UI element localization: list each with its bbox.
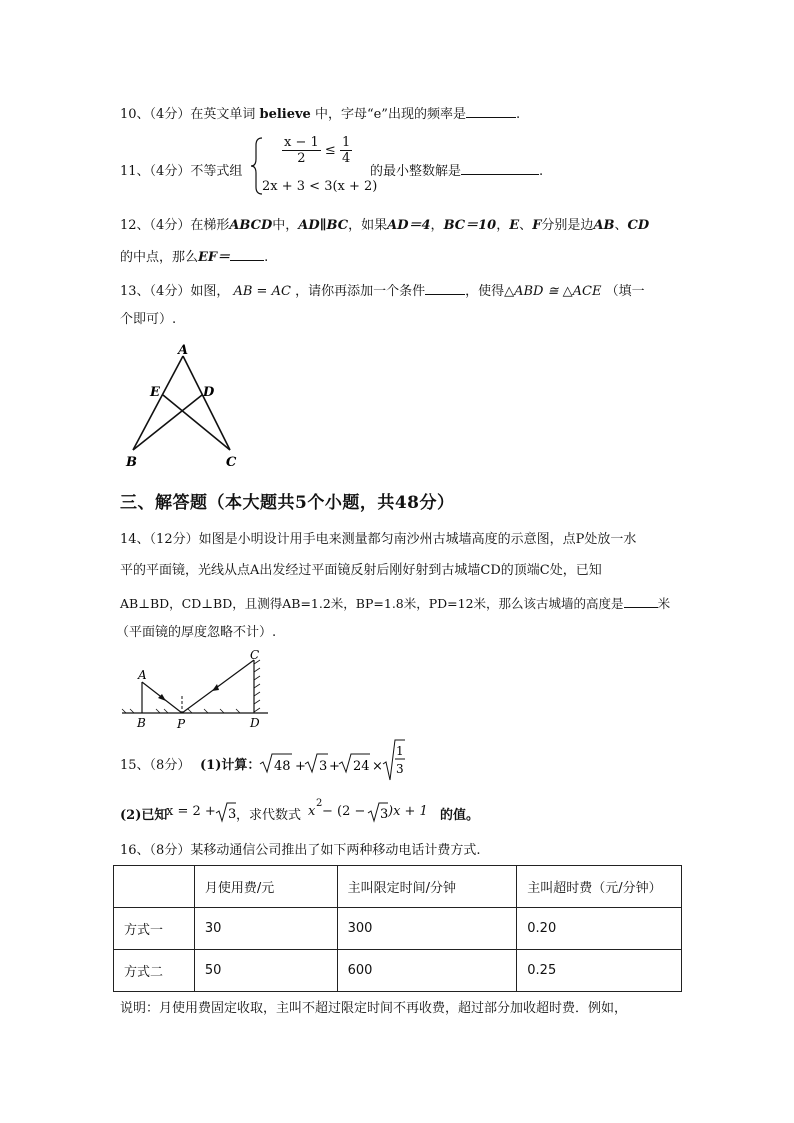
q13-label-B: B: [126, 455, 137, 470]
q15-part2-text: ，求代数式: [236, 808, 302, 823]
q11-number: 11、: [120, 164, 150, 179]
q12-text-d: 分别是边: [541, 218, 594, 233]
table-row: [114, 908, 682, 950]
q11-ineq1-rnum: 1: [341, 135, 351, 150]
q10-text-a: 在英文单词: [190, 107, 256, 122]
q14-line1: 如图是小明设计用手电来测量都匀南沙州古城墙高度的示意图，点P处放一水: [198, 532, 637, 547]
q14-ray-PC: [182, 660, 254, 713]
q15-frac-num: 1: [396, 744, 404, 758]
table-cell: 300: [337, 908, 517, 950]
q16-text: 某移动通信公司推出了如下两种移动电话计费方式.: [190, 843, 481, 858]
question-10: [120, 104, 520, 124]
q14-score: （12分）: [149, 532, 199, 547]
q15-expr-b: − (2 −: [322, 804, 366, 819]
q12-sep1: ，: [430, 218, 444, 233]
q15-score: （8分）: [149, 758, 191, 773]
q12-ef: EF＝: [198, 250, 231, 265]
q13-score: （4分）: [149, 284, 191, 299]
table-header-cell: 主叫超时费（元/分钟）: [517, 866, 682, 908]
q13-label-C: C: [226, 455, 237, 470]
q10-number: 10、: [120, 107, 150, 122]
question-14-line4: （平面镜的厚度忽略不计）.: [116, 625, 277, 640]
q11-prefix: [120, 160, 242, 179]
q11-end: .: [539, 164, 544, 179]
q13-text-b: ，请你再添加一个条件: [295, 284, 426, 299]
q12-sep2: ，: [496, 218, 510, 233]
q10-end: .: [515, 107, 521, 122]
q15-plus1: +: [295, 759, 306, 774]
table-cell: 方式一: [114, 908, 195, 950]
q15-times: ×: [372, 759, 383, 774]
q15-expr-r: 3: [380, 807, 389, 822]
q11-suffix: [370, 160, 543, 179]
table-cell: 0.20: [517, 908, 682, 950]
q15-expr-sup: 2: [316, 798, 323, 809]
q15-expr-sqrt: [367, 800, 389, 824]
fee-table: [113, 865, 682, 992]
q13-label-D: D: [203, 385, 215, 400]
q16-note: 说明：月使用费固定收取，主叫不超过限定时间不再收费，超过部分加收超时费．例如，: [120, 1001, 628, 1016]
q13-label-E: E: [150, 385, 160, 400]
q12-cond2: AD＝4: [387, 218, 431, 233]
q14-label-A: A: [138, 668, 147, 682]
q11-ineq1-num: x − 1: [284, 135, 319, 150]
q14-number: 14、: [120, 532, 150, 547]
q15-expression: [258, 742, 388, 782]
q14-line3-b: 米: [657, 596, 671, 611]
table-cell: 方式二: [114, 950, 195, 992]
q10-answer-blank[interactable]: [466, 104, 516, 118]
table-header-row: [114, 866, 682, 908]
q11-score: （4分）: [149, 164, 191, 179]
q10-text-b: 中，字母“e”出现的频率是: [314, 107, 466, 122]
q15-part1-label: (1)计算：: [200, 758, 261, 773]
table-header-cell: [114, 866, 195, 908]
table-header-cell: 月使用费/元: [194, 866, 337, 908]
q15-prefix: [120, 754, 190, 773]
q14-label-P: P: [177, 717, 186, 730]
q14-wall-hatching: [254, 660, 260, 712]
q12-score: （4分）: [149, 218, 191, 233]
q12-cond7: CD: [627, 218, 650, 233]
q12-answer-blank[interactable]: [230, 247, 264, 261]
q15-r24: 24: [353, 759, 370, 774]
question-13-line1: [120, 281, 645, 301]
q12-text-a: 在梯形: [190, 218, 230, 233]
q15-expr-a: x: [308, 804, 316, 819]
q12-cond3: BC＝10: [443, 218, 497, 233]
q13-text-d: （填一: [605, 284, 645, 299]
q12-sep4: 、: [614, 218, 628, 233]
q15-expr-c: )x + 1: [388, 804, 428, 819]
q10-word: believe: [259, 107, 311, 122]
question-14-line1: [120, 531, 636, 549]
question-11: [120, 135, 680, 197]
table-cell: 50: [194, 950, 337, 992]
q13-number: 13、: [120, 284, 150, 299]
question-12-line2: [120, 247, 268, 267]
q15-r48: 48: [274, 759, 291, 774]
q12-abcd: ABCD: [229, 218, 273, 233]
question-15-part2: [120, 800, 540, 824]
question-14-line3: [120, 594, 670, 613]
table-cell: 30: [194, 908, 337, 950]
q13-cond: AB = AC: [233, 284, 291, 299]
q15-part2-end: 的值。: [440, 808, 480, 823]
question-16: [120, 842, 480, 860]
q13-text-c: ，使得: [465, 284, 505, 299]
q12-cond1: AD∥BC: [298, 218, 349, 233]
q15-r3: 3: [319, 759, 328, 774]
q15-number: 15、: [120, 758, 150, 773]
q14-label-B: B: [137, 716, 146, 730]
question-12-line1: [120, 217, 649, 235]
q13-answer-blank[interactable]: [425, 281, 465, 295]
q14-label-C: C: [250, 648, 260, 662]
q12-cond4: E: [509, 218, 520, 233]
q12-end: .: [264, 250, 269, 265]
q14-answer-blank[interactable]: [624, 594, 658, 608]
q13-text-a: 如图，: [190, 284, 230, 299]
q12-sep3: 、: [519, 218, 533, 233]
question-15-part1: [120, 742, 520, 782]
question-14-line2: 平的平面镜，光线从点A出发经过平面镜反射后刚好射到古城墙CD的顶端C处，已知: [120, 563, 602, 578]
q14-figure: [120, 648, 270, 730]
table-row: [114, 950, 682, 992]
q16-number: 16、: [120, 843, 150, 858]
q13-line-BD: [133, 395, 202, 450]
q11-ineq1-den: 2: [297, 151, 306, 166]
q11-answer-blank[interactable]: [461, 161, 539, 175]
table-cell: 600: [337, 950, 517, 992]
q14-arrow-2: [212, 684, 219, 691]
q11-ineq2: 2x + 3 < 3(x + 2): [262, 179, 378, 194]
q16-score: （8分）: [149, 843, 191, 858]
q11-ineq1-op: ≤: [324, 143, 336, 158]
q12-line2-a: 的中点，那么: [120, 250, 199, 265]
q11-text-b: 的最小整数解是: [370, 164, 462, 179]
q15-plus2: +: [329, 759, 340, 774]
q15-part2-label: (2)已知: [120, 808, 168, 823]
q15-frac-den: 3: [396, 762, 404, 776]
q13-label-A: A: [178, 343, 189, 358]
q11-text-a: 不等式组: [190, 164, 243, 179]
q13-cong: △ABD ≅ △ACE: [504, 284, 602, 299]
q12-text-b: 中，: [272, 218, 299, 233]
q10-score: （4分）: [149, 107, 191, 122]
section-3-title: 三、解答题（本大题共5个小题，共48分）: [120, 493, 455, 513]
question-13-line2: 个即可）.: [120, 312, 177, 327]
q15-x-sqrt: [215, 800, 237, 824]
q12-number: 12、: [120, 218, 150, 233]
q12-cond5: F: [532, 218, 542, 233]
q14-label-D: D: [250, 716, 260, 730]
q12-text-c: ，如果: [348, 218, 388, 233]
q13-line-AC: [183, 356, 230, 450]
table-cell: 0.25: [517, 950, 682, 992]
q13-line-CE: [163, 395, 230, 450]
q11-ineq1: [282, 135, 352, 166]
q12-cond6: AB: [593, 218, 615, 233]
q15-x-def-r: 3: [228, 807, 237, 822]
table-header-cell: 主叫限定时间/分钟: [337, 866, 517, 908]
q14-line3-a: AB⊥BD，CD⊥BD，且测得AB=1.2米，BP=1.8米，PD=12米，那么该古城墙的高度是: [120, 596, 624, 611]
q11-ineq1-rden: 4: [341, 151, 351, 166]
q13-figure: [120, 342, 250, 470]
q15-sqrt-fraction: [382, 738, 406, 784]
q13-line-AB: [133, 356, 183, 450]
q15-x-def: x = 2 +: [166, 804, 216, 819]
